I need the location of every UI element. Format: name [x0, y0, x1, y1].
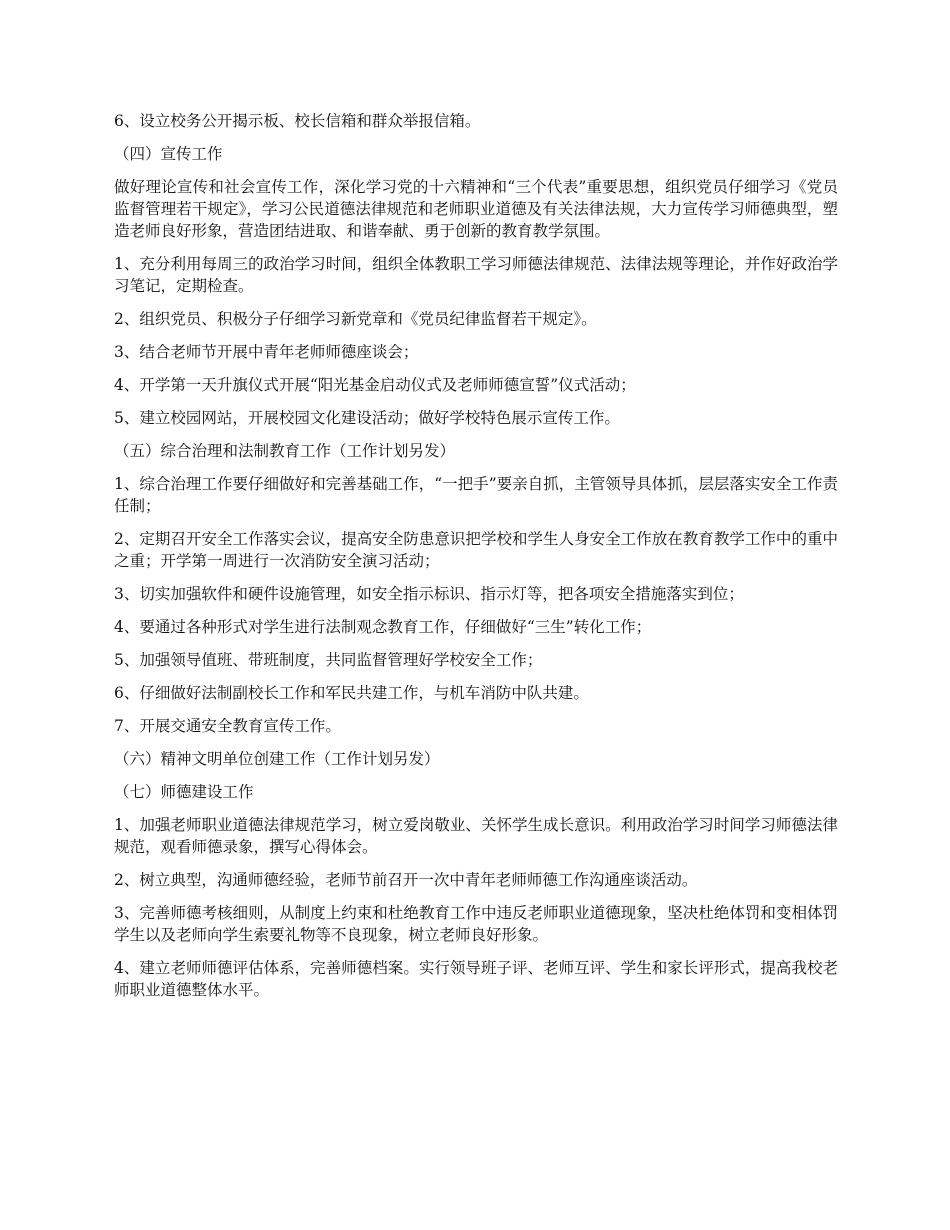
- section-heading-ethics: （七）师德建设工作: [114, 783, 254, 801]
- paragraph: 3、结合老师节开展中青年老师师德座谈会；: [114, 343, 419, 361]
- paragraph: 6、仔细做好法制副校长工作和军民共建工作，与机车消防中队共建。: [114, 684, 589, 702]
- paragraph: 1、加强老师职业道德法律规范学习，树立爱岗敬业、关怀学生成长意识。利用政治学习时间学习师德法律规范，观看师德录象，撰写心得体会。: [114, 816, 838, 856]
- paragraph: 4、建立老师师德评估体系，完善师德档案。实行领导班子评、老师互评、学生和家长评形式，提高我校老师职业道德整体水平。: [114, 959, 838, 999]
- paragraph: 4、要通过各种形式对学生进行法制观念教育工作，仔细做好“三生”转化工作；: [114, 618, 652, 636]
- paragraph: 4、开学第一天升旗仪式开展“阳光基金启动仪式及老师师德宣誓”仪式活动；: [114, 376, 636, 394]
- paragraph: 2、定期召开安全工作落实会议，提高安全防患意识把学校和学生人身安全工作放在教育教学工作中的重中之重；开学第一周进行一次消防安全演习活动；: [114, 530, 838, 570]
- paragraph: 6、设立校务公开揭示板、校长信箱和群众举报信箱。: [114, 112, 481, 130]
- paragraph: 5、建立校园网站，开展校园文化建设活动；做好学校特色展示宣传工作。: [114, 409, 620, 427]
- section-heading-governance: （五）综合治理和法制教育工作（工作计划另发）: [114, 442, 456, 460]
- paragraph: 2、组织党员、积极分子仔细学习新党章和《党员纪律监督若干规定》。: [114, 310, 597, 328]
- section-heading-publicity: （四）宣传工作: [114, 145, 223, 163]
- paragraph: 2、树立典型，沟通师德经验，老师节前召开一次中青年老师师德工作沟通座谈活动。: [114, 871, 698, 889]
- paragraph: 7、开展交通安全教育宣传工作。: [114, 717, 341, 735]
- paragraph: 3、切实加强软件和硬件设施管理，如安全指示标识、指示灯等，把各项安全措施落实到位；: [114, 585, 744, 603]
- paragraph: 5、加强领导值班、带班制度，共同监督管理好学校安全工作；: [114, 651, 543, 669]
- paragraph: 1、充分利用每周三的政治学习时间，组织全体教职工学习师德法律规范、法律法规等理论，并作好政治学习笔记，定期检查。: [114, 255, 838, 295]
- paragraph: 做好理论宣传和社会宣传工作，深化学习党的十六精神和“三个代表”重要思想，组织党员仔细学习《党员监督管理若干规定》，学习公民道德法律规范和老师职业道德及有关法律法规，大力宣传学习师德典型，塑造老师良好形象，营造团结进取、和谐奉献、勇于创新的教育教学氛围。: [114, 178, 838, 240]
- paragraph: 3、完善师德考核细则，从制度上约束和杜绝教育工作中违反老师职业道德现象，坚决杜绝体罚和变相体罚学生以及老师向学生索要礼物等不良现象，树立老师良好形象。: [114, 904, 838, 944]
- section-heading-civilization: （六）精神文明单位创建工作（工作计划另发）: [114, 750, 440, 768]
- document-page: [114, 110, 838, 1012]
- paragraph: 1、综合治理工作要仔细做好和完善基础工作，“一把手”要亲自抓，主管领导具体抓，层层落实安全工作责任制；: [114, 475, 838, 515]
